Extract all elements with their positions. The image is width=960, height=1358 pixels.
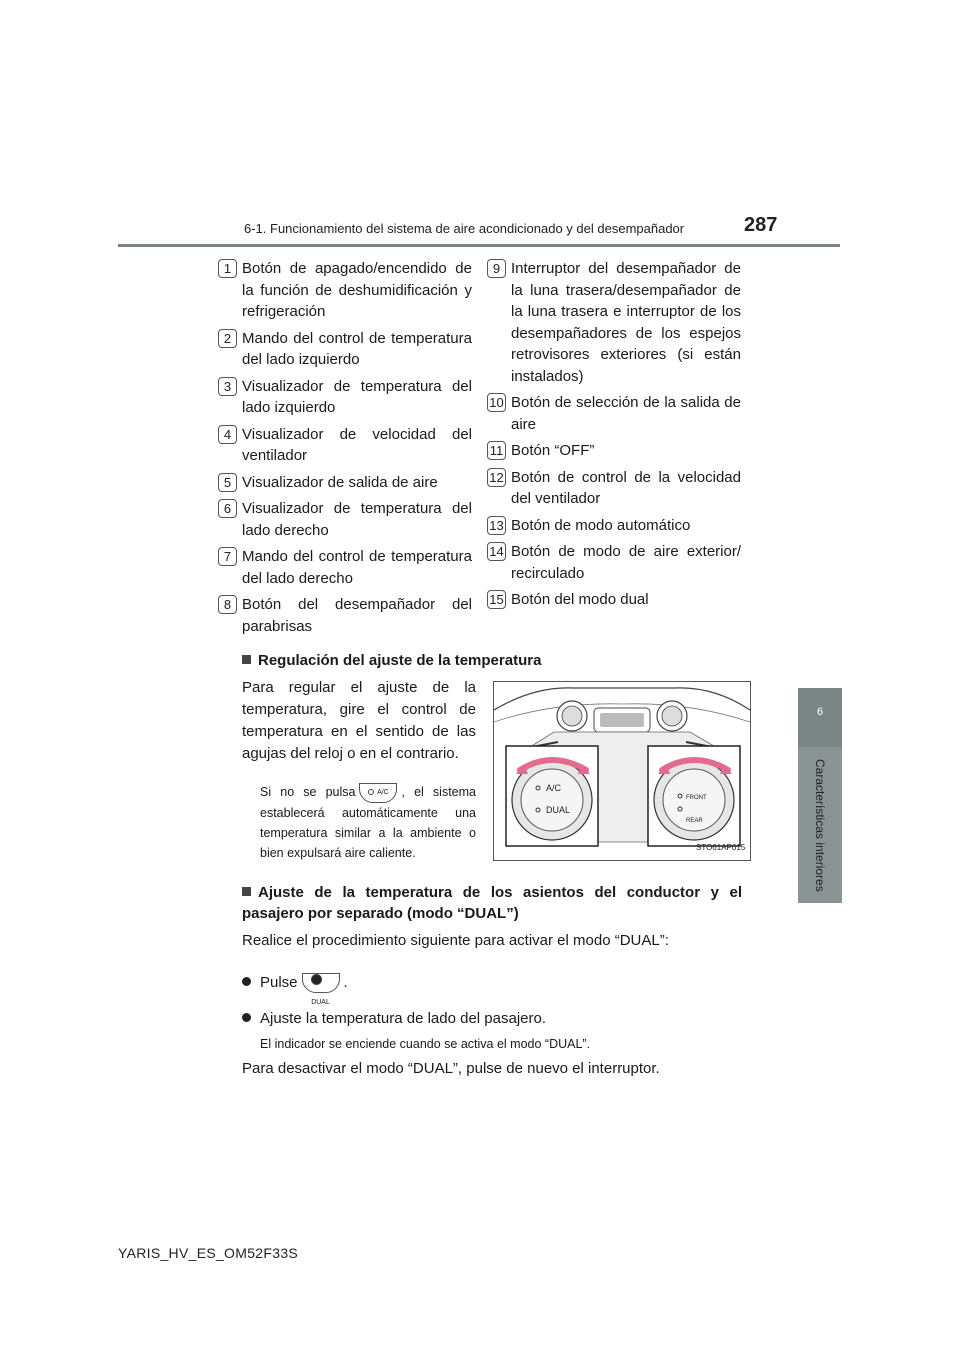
section-paragraph: Para regular el ajuste de la temperatura, gire el control de temperatura en el sentido de las agujas del reloj o en el contrario.: [242, 679, 476, 762]
legend-item: [223, 424, 472, 467]
figure-label: STO61AP015: [696, 843, 746, 852]
legend-item: [489, 541, 741, 584]
legend-text: Interruptor del desempañador de la luna trasera/desempañador de la luna trasera e interruptor de los desempañadores de los espejos retrovisores exteriores (si están instalados): [511, 260, 741, 385]
knob-right-label-1: FRONT: [686, 795, 707, 801]
callout-number: 12: [487, 468, 506, 487]
legend-text: Botón de apagado/encendido de la función de deshumidificación y refrigeración: [242, 260, 472, 320]
callout-number: 2: [218, 329, 237, 348]
legend-item: [492, 258, 741, 387]
dual-button-icon: DUAL: [302, 973, 340, 993]
knob-left-label-2: DUAL: [546, 805, 571, 815]
legend-text: Mando del control de temperatura del lado izquierdo: [242, 329, 472, 368]
legend-item: [223, 328, 472, 371]
callout-number: 6: [218, 499, 237, 518]
header-title: 6-1. Funcionamiento del sistema de aire acondicionado y del desempañador: [244, 221, 685, 236]
callout-number: 5: [218, 473, 237, 492]
legend-item: [223, 258, 472, 323]
chapter-tab: 6: [798, 688, 842, 747]
bullet-item: PulseDUAL.: [242, 972, 348, 994]
section-heading-text: Ajuste de la temperatura de los asientos del conductor y el pasajero por separado (modo “DUAL”): [242, 884, 742, 922]
climate-control-illustration: [493, 681, 751, 861]
bullet-dot-icon: [242, 1013, 251, 1022]
legend-text: Botón de modo automático: [511, 516, 691, 534]
legend-item: [223, 472, 472, 494]
legend-item: [489, 589, 741, 611]
callout-number: 4: [218, 425, 237, 444]
legend-text: Visualizador de salida de aire: [242, 473, 438, 491]
knob-right-label-2: REAR: [686, 818, 703, 824]
legend-item: [489, 392, 741, 435]
legend-item: [489, 515, 741, 537]
callout-number: 1: [218, 259, 237, 278]
section-heading-temperature: [242, 650, 541, 671]
square-bullet-icon: [242, 887, 251, 896]
section-heading-text: Regulación del ajuste de la temperatura: [258, 652, 542, 669]
legend-text: Botón de modo de aire exterior/ recirculado: [511, 543, 741, 582]
header-rule: [118, 244, 840, 247]
bullet-dot-icon: [242, 977, 251, 986]
section-heading-dual: [242, 882, 742, 924]
legend-text: Botón del modo dual: [511, 591, 649, 608]
section-note: El indicador se enciende cuando se activa el modo “DUAL”.: [260, 1037, 591, 1051]
legend-item: [223, 546, 472, 589]
legend-text: Botón “OFF”: [511, 442, 595, 459]
callout-number: 15: [487, 590, 506, 609]
legend-text: Botón de selección de la salida de aire: [511, 394, 741, 433]
callout-number: 8: [218, 595, 237, 614]
ac-button-icon: A/C: [359, 783, 397, 803]
legend-item: [223, 376, 472, 419]
section-paragraph: Para desactivar el modo “DUAL”, pulse de nuevo el interruptor.: [242, 1060, 660, 1077]
bullet-item: Ajuste la temperatura de lado del pasajero.: [242, 1008, 546, 1030]
legend-text: Botón del desempañador del parabrisas: [242, 596, 472, 635]
callout-number: 9: [487, 259, 506, 278]
callout-number: 10: [487, 393, 506, 412]
chapter-label: Características interiores: [813, 758, 827, 892]
square-bullet-icon: [242, 655, 251, 664]
legend-text: Mando del control de temperatura del lado derecho: [242, 548, 472, 587]
footer-code: YARIS_HV_ES_OM52F33S: [118, 1245, 299, 1261]
legend-text: Botón de control de la velocidad del ventilador: [511, 468, 741, 507]
callout-number: 7: [218, 547, 237, 566]
legend-item: [489, 467, 741, 510]
knob-left-label-1: A/C: [546, 783, 562, 793]
legend-item: [223, 498, 472, 541]
callout-number: 11: [487, 441, 506, 460]
legend-list-right: [489, 258, 741, 616]
callout-number: 3: [218, 377, 237, 396]
section-paragraph: Realice el procedimiento siguiente para activar el modo “DUAL”:: [242, 932, 669, 949]
legend-text: Visualizador de velocidad del ventilador: [242, 425, 472, 464]
callout-number: 13: [487, 516, 506, 535]
legend-list-left: [223, 258, 472, 642]
legend-item: [489, 440, 741, 462]
callout-number: 14: [487, 542, 506, 561]
dashboard-drawing: [494, 682, 750, 860]
section-note: Si no se pulsa A/C , el sistema establecerá automáticamente una temperatura similar a la ambiente o bien expulsará aire caliente.: [260, 782, 476, 863]
page-number: 287: [744, 214, 778, 236]
legend-item: [223, 594, 472, 637]
legend-text: Visualizador de temperatura del lado derecho: [242, 500, 472, 539]
legend-text: Visualizador de temperatura del lado izquierdo: [242, 377, 472, 416]
